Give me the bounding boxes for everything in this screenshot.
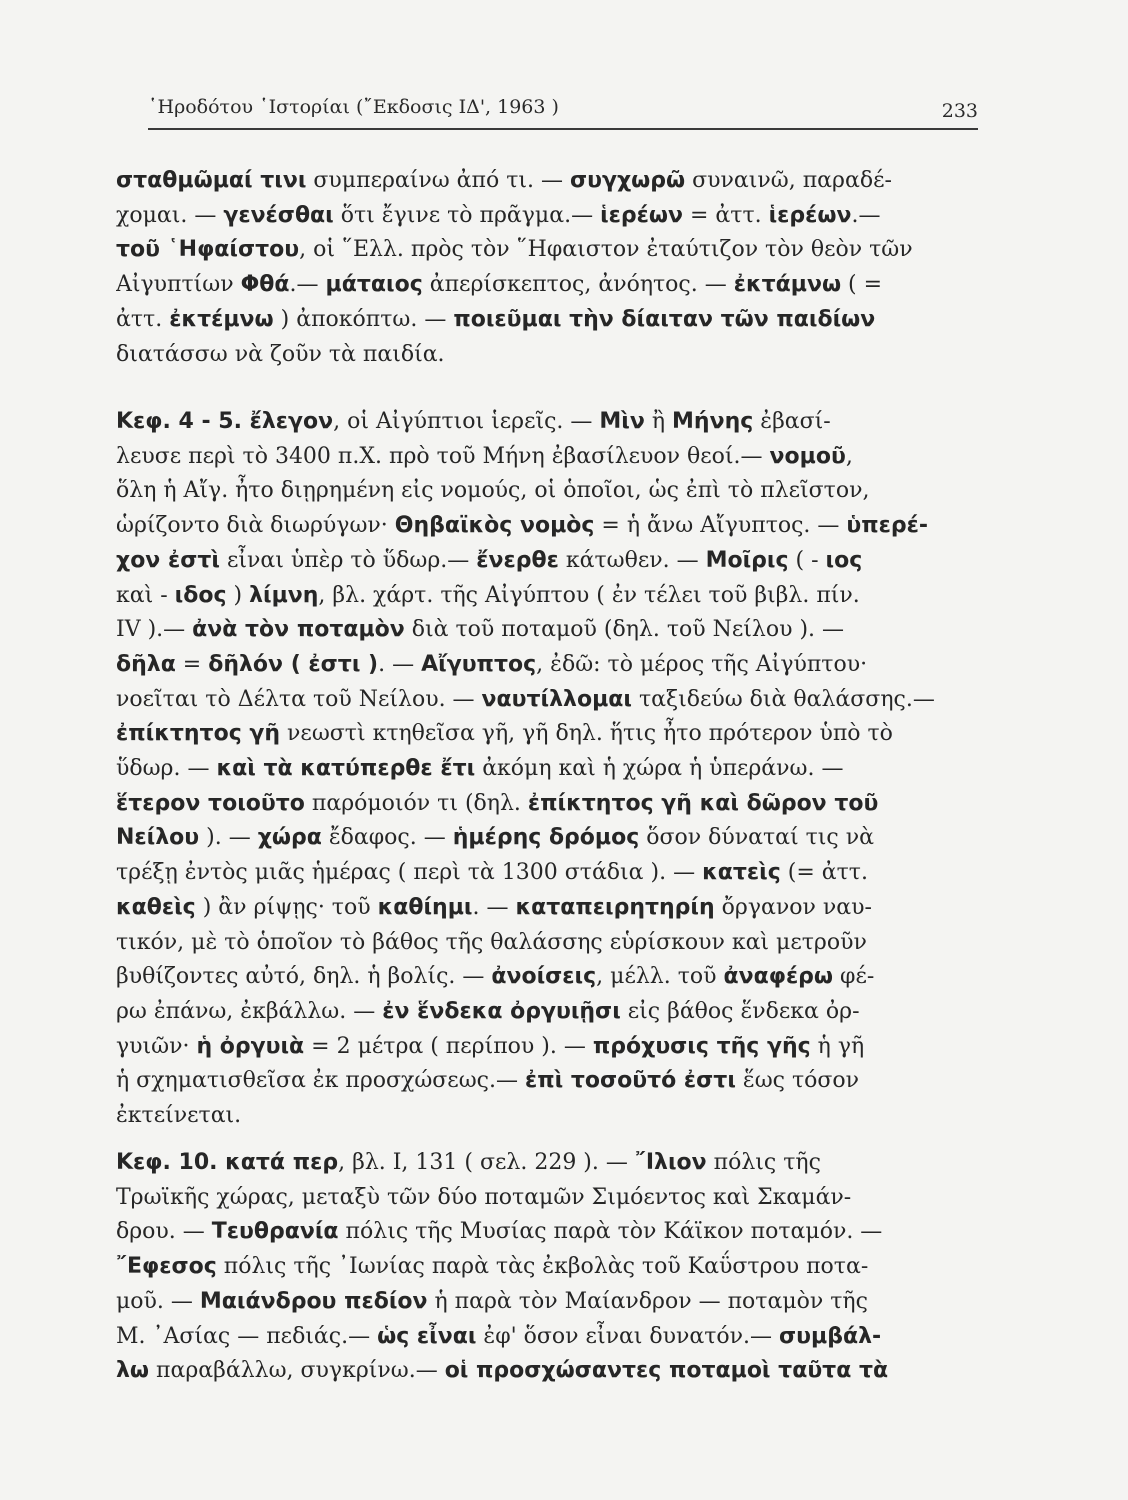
gloss-text: = 2 μέτρα ( περίπου ). —	[304, 1033, 593, 1059]
text-line	[116, 440, 982, 475]
gloss-text: Μ. ᾽Ασίας — πεδιάς.—	[116, 1323, 378, 1349]
headword: Μήνης	[672, 409, 754, 434]
text-line	[116, 787, 982, 822]
gloss-text: λευσε περὶ τὸ 3400 π.Χ. πρὸ τοῦ Μήνη ἐβασίλευον θεοί.—	[116, 443, 770, 469]
gloss-text: φέ-	[833, 964, 875, 990]
glossary-block-chapter-4-5	[116, 405, 982, 1134]
headword: Φθά	[240, 272, 290, 298]
gloss-text: ἡ παρὰ τὸν Μαίανδρον — ποταμὸν τῆς	[427, 1288, 868, 1314]
text-line	[116, 926, 982, 961]
headword: Θηβαϊκὸς νομὸς	[394, 513, 595, 539]
headword: ἕτερον τοιοῦτο	[116, 790, 305, 816]
text-line	[116, 613, 982, 648]
gloss-text: , ἐδῶ: τὸ μέρος τῆς Αἰγύπτου·	[536, 651, 868, 677]
headword: καὶ τὰ κατύπερθε ἔτι	[216, 756, 476, 782]
text-line	[116, 1215, 982, 1250]
headword: λίμνη	[249, 582, 319, 608]
headword: ἐκτάμνω	[733, 272, 842, 298]
gloss-text: παρόμοιόν τι (δηλ.	[304, 790, 528, 816]
gloss-text: Τρωϊκῆς χώρας, μεταξὺ τῶν δύο ποταμῶν Σιμόεντος καὶ Σκαμάν-	[116, 1184, 852, 1210]
headword: ιος	[825, 547, 863, 573]
gloss-text: (= ἀττ.	[780, 860, 868, 886]
gloss-text: ὡρίζοντο διὰ διωρύγων·	[116, 513, 395, 539]
headword: ἱερέων	[768, 202, 852, 228]
headword: ἐν ἕνδεκα ὀργυιῇσι	[382, 998, 621, 1024]
gloss-text: ἡ γῆ	[810, 1033, 865, 1059]
text-line	[116, 995, 982, 1030]
text-line	[116, 683, 982, 718]
text-line	[116, 474, 982, 509]
gloss-text: ἡ σχηματισθεῖσα ἐκ προσχώσεως.—	[116, 1068, 525, 1094]
headword: ποιεῦμαι τὴν δίαιταν τῶν παιδίων	[453, 306, 876, 332]
headword: τοῦ ῾Ηφαίστου	[116, 237, 300, 263]
text-line	[116, 303, 982, 338]
glossary-block-chapter-10	[116, 1146, 982, 1389]
headword: πρόχυσις τῆς γῆς	[592, 1033, 811, 1059]
gloss-text: κάτωθεν. —	[558, 547, 706, 573]
headword: καθεὶς	[116, 894, 196, 920]
gloss-text: παραβάλλω, συγκρίνω.—	[149, 1358, 445, 1384]
gloss-text: ἢ	[644, 409, 673, 434]
text-line	[116, 199, 982, 234]
headword: ὑπερέ-	[846, 513, 929, 539]
text-line	[116, 960, 982, 995]
headword: Μαιάνδρου πεδίον	[199, 1288, 428, 1314]
gloss-text: τικόν, μὲ τὸ ὁποῖον τὸ βάθος τῆς θαλάσσης εὑρίσκουν καὶ μετροῦν	[116, 929, 867, 955]
gloss-text: νοεῖται τὸ Δέλτα τοῦ Νείλου. —	[116, 686, 482, 712]
headword: συμβάλ-	[779, 1323, 882, 1349]
glossary-block-intro	[116, 164, 982, 372]
gloss-text: ἕως τόσον	[735, 1068, 860, 1094]
gloss-text: συμπεραίνω ἀπό τι. —	[306, 168, 571, 193]
gloss-text: δρου. —	[116, 1219, 212, 1245]
gloss-text: =	[175, 651, 209, 677]
gloss-text: διὰ τοῦ ποταμοῦ (δηλ. τοῦ Νείλου ). —	[404, 617, 845, 643]
headword: ἐπίκτητος γῆ	[116, 721, 281, 747]
gloss-text: εἰς βάθος ἕνδεκα ὀρ-	[620, 998, 860, 1024]
headword: δῆλα	[116, 651, 176, 677]
text-line	[116, 405, 982, 440]
gloss-text: ) ἀποκόπτω. —	[273, 306, 454, 332]
headword: ἡμέρης δρόμος	[452, 825, 640, 851]
headword: ὡς εἶναι	[377, 1323, 477, 1349]
gloss-text: καὶ -	[116, 582, 175, 608]
text-line	[116, 268, 982, 303]
headword: ἀνὰ τὸν ποταμὸν	[192, 617, 405, 643]
gloss-text: , οἱ ῞Ελλ. πρὸς τὸν ῞Ηφαιστον ἐταύτιζον τὸν θεὸν τῶν	[299, 237, 913, 263]
headword: Κεφ. 4 - 5. ἔλεγον	[116, 409, 334, 434]
text-line	[116, 579, 982, 614]
text-line	[116, 233, 982, 268]
text-line	[116, 1181, 982, 1216]
text-line	[116, 1099, 982, 1134]
text-line	[116, 1030, 982, 1065]
gloss-text: ἐβασί-	[753, 409, 831, 434]
headword: Μὶν	[599, 409, 645, 434]
gloss-text: πόλις τῆς	[706, 1150, 821, 1175]
headword: κατεὶς	[702, 860, 781, 886]
headword: ἱερέων	[600, 202, 683, 228]
gloss-text: ὕδωρ. —	[116, 756, 217, 782]
headword: χώρα	[257, 825, 322, 851]
gloss-text: )	[226, 582, 250, 608]
headword: χον ἐστὶ	[116, 547, 220, 573]
headword: Αἴγυπτος	[421, 651, 537, 677]
running-header	[148, 92, 978, 132]
header-rule	[148, 128, 978, 130]
gloss-text: ) ἂν ρίψῃς· τοῦ	[195, 894, 378, 920]
text-line	[116, 752, 982, 787]
text-line	[116, 1354, 982, 1389]
headword: ἀναφέρω	[723, 964, 834, 990]
headword: συγχωρῶ	[570, 168, 686, 193]
headword: ἔνερθε	[476, 547, 559, 573]
gloss-text: ). —	[199, 825, 258, 851]
headword: ναυτίλλομαι	[481, 686, 632, 712]
gloss-text: ὅσον δύναταί τις νὰ	[639, 825, 874, 851]
gloss-text: .—	[289, 272, 326, 298]
gloss-text: εἶναι ὑπὲρ τὸ ὕδωρ.—	[219, 547, 477, 573]
gloss-text: . —	[472, 894, 516, 920]
headword: καθίημι	[377, 894, 473, 920]
headword: οἱ προσχώσαντες ποταμοὶ ταῦτα τὰ	[444, 1358, 889, 1384]
headword: ῎Ιλιον	[634, 1150, 707, 1175]
headword: ῎Εφεσος	[116, 1254, 217, 1280]
gloss-text: ,	[845, 443, 853, 469]
gloss-text: γυιῶν·	[116, 1033, 197, 1059]
gloss-text: .—	[851, 202, 881, 228]
gloss-text: . —	[378, 651, 422, 677]
headword: λω	[116, 1358, 150, 1384]
gloss-text: ὅλη ἡ Αἴγ. ἦτο διῃρημένη εἰς νομούς, οἱ ὁποῖοι, ὡς ἐπὶ τὸ πλεῖστον,	[116, 478, 870, 504]
headword: γενέσθαι	[223, 202, 334, 228]
gloss-text: ἐφ' ὅσον εἶναι δυνατόν.—	[476, 1323, 780, 1349]
gloss-text: IV ).—	[116, 617, 193, 643]
gloss-text: , οἱ Αἰγύπτιοι ἱερεῖς. —	[333, 409, 600, 434]
text-line	[116, 544, 982, 579]
page-number: 233	[941, 100, 978, 122]
headword: Νείλου	[116, 825, 200, 851]
headword: Μοῖρις	[705, 547, 789, 573]
gloss-text: , βλ. I, 131 ( σελ. 229 ). —	[338, 1150, 635, 1175]
gloss-text: ὅτι ἔγινε τὸ πρᾶγμα.—	[333, 202, 601, 228]
gloss-text: ( =	[841, 272, 883, 298]
text-line	[116, 1064, 982, 1099]
headword: ιδος	[174, 582, 227, 608]
text-line	[116, 164, 982, 199]
text-line	[116, 1320, 982, 1355]
gloss-text: πόλις τῆς ᾽Ιωνίας παρὰ τὰς ἐκβολὰς τοῦ Καΰστρου ποτα-	[216, 1254, 869, 1280]
headword: ἐπὶ τοσοῦτό ἐστι	[524, 1068, 736, 1094]
gloss-text: , βλ. χάρτ. τῆς Αἰγύπτου ( ἐν τέλει τοῦ βιβλ. πίν.	[318, 582, 860, 608]
text-line	[116, 338, 982, 373]
headword: ἡ ὀργυιὰ	[196, 1033, 305, 1059]
headword: δῆλόν ( ἐστι )	[208, 651, 379, 677]
gloss-text: Αἰγυπτίων	[116, 272, 241, 298]
gloss-text: ἀπερίσκεπτος, ἀνόητος. —	[422, 272, 734, 298]
text-line	[116, 1285, 982, 1320]
gloss-text: ἔδαφος. —	[321, 825, 453, 851]
gloss-text: πόλις τῆς Μυσίας παρὰ τὸν Κάϊκον ποταμόν. —	[338, 1219, 883, 1245]
text-line	[116, 1250, 982, 1285]
headword: νομοῦ	[769, 443, 846, 469]
gloss-text: = ἀττ.	[683, 202, 769, 228]
text-line	[116, 821, 982, 856]
headword: μάταιος	[325, 272, 423, 298]
headword: ἐκτέμνω	[169, 306, 274, 332]
text-line	[116, 891, 982, 926]
gloss-text: ἐκτείνεται.	[116, 1103, 242, 1129]
gloss-text: συναινῶ, παραδέ-	[685, 168, 892, 193]
gloss-text: ἀκόμη καὶ ἡ χώρα ἡ ὑπεράνω. —	[475, 756, 844, 782]
gloss-text: ταξιδεύω διὰ θαλάσσης.—	[631, 686, 935, 712]
headword: Κεφ. 10. κατά περ	[116, 1150, 339, 1175]
text-line	[116, 648, 982, 683]
gloss-text: = ἡ ἄνω Αἴγυπτος. —	[594, 513, 847, 539]
headword: ἐπίκτητος γῆ καὶ δῶρον τοῦ	[527, 790, 879, 816]
gloss-text: τρέξῃ ἐντὸς μιᾶς ἡμέρας ( περὶ τὰ 1300 στάδια ). —	[116, 860, 703, 886]
gloss-text: μοῦ. —	[116, 1288, 200, 1314]
gloss-text: ( -	[788, 547, 826, 573]
text-line	[116, 856, 982, 891]
gloss-text: ρω ἐπάνω, ἐκβάλλω. —	[116, 998, 383, 1024]
gloss-text: νεωστὶ κτηθεῖσα γῆ, γῆ δηλ. ἥτις ἦτο πρότερον ὑπὸ τὸ	[280, 721, 893, 747]
header-title: ῾Ηροδότου ῾Ιστορίαι (῎Εκδοσις ΙΔ', 1963 )	[148, 96, 559, 118]
text-line	[116, 509, 982, 544]
gloss-text: ὄργανον ναυ-	[714, 894, 872, 920]
headword: καταπειρητηρίη	[515, 894, 715, 920]
gloss-text: , μέλλ. τοῦ	[596, 964, 724, 990]
gloss-text: χομαι. —	[116, 202, 224, 228]
headword: σταθμῶμαί τινι	[116, 168, 307, 193]
gloss-text: διατάσσω νὰ ζοῦν τὰ παιδία.	[116, 341, 445, 367]
text-line	[116, 1146, 982, 1181]
gloss-text: ἀττ.	[116, 306, 170, 332]
headword: Τευθρανία	[211, 1219, 339, 1245]
headword: ἀνοίσεις	[491, 964, 597, 990]
text-line	[116, 717, 982, 752]
gloss-text: βυθίζοντες αὐτό, δηλ. ἡ βολίς. —	[116, 964, 492, 990]
